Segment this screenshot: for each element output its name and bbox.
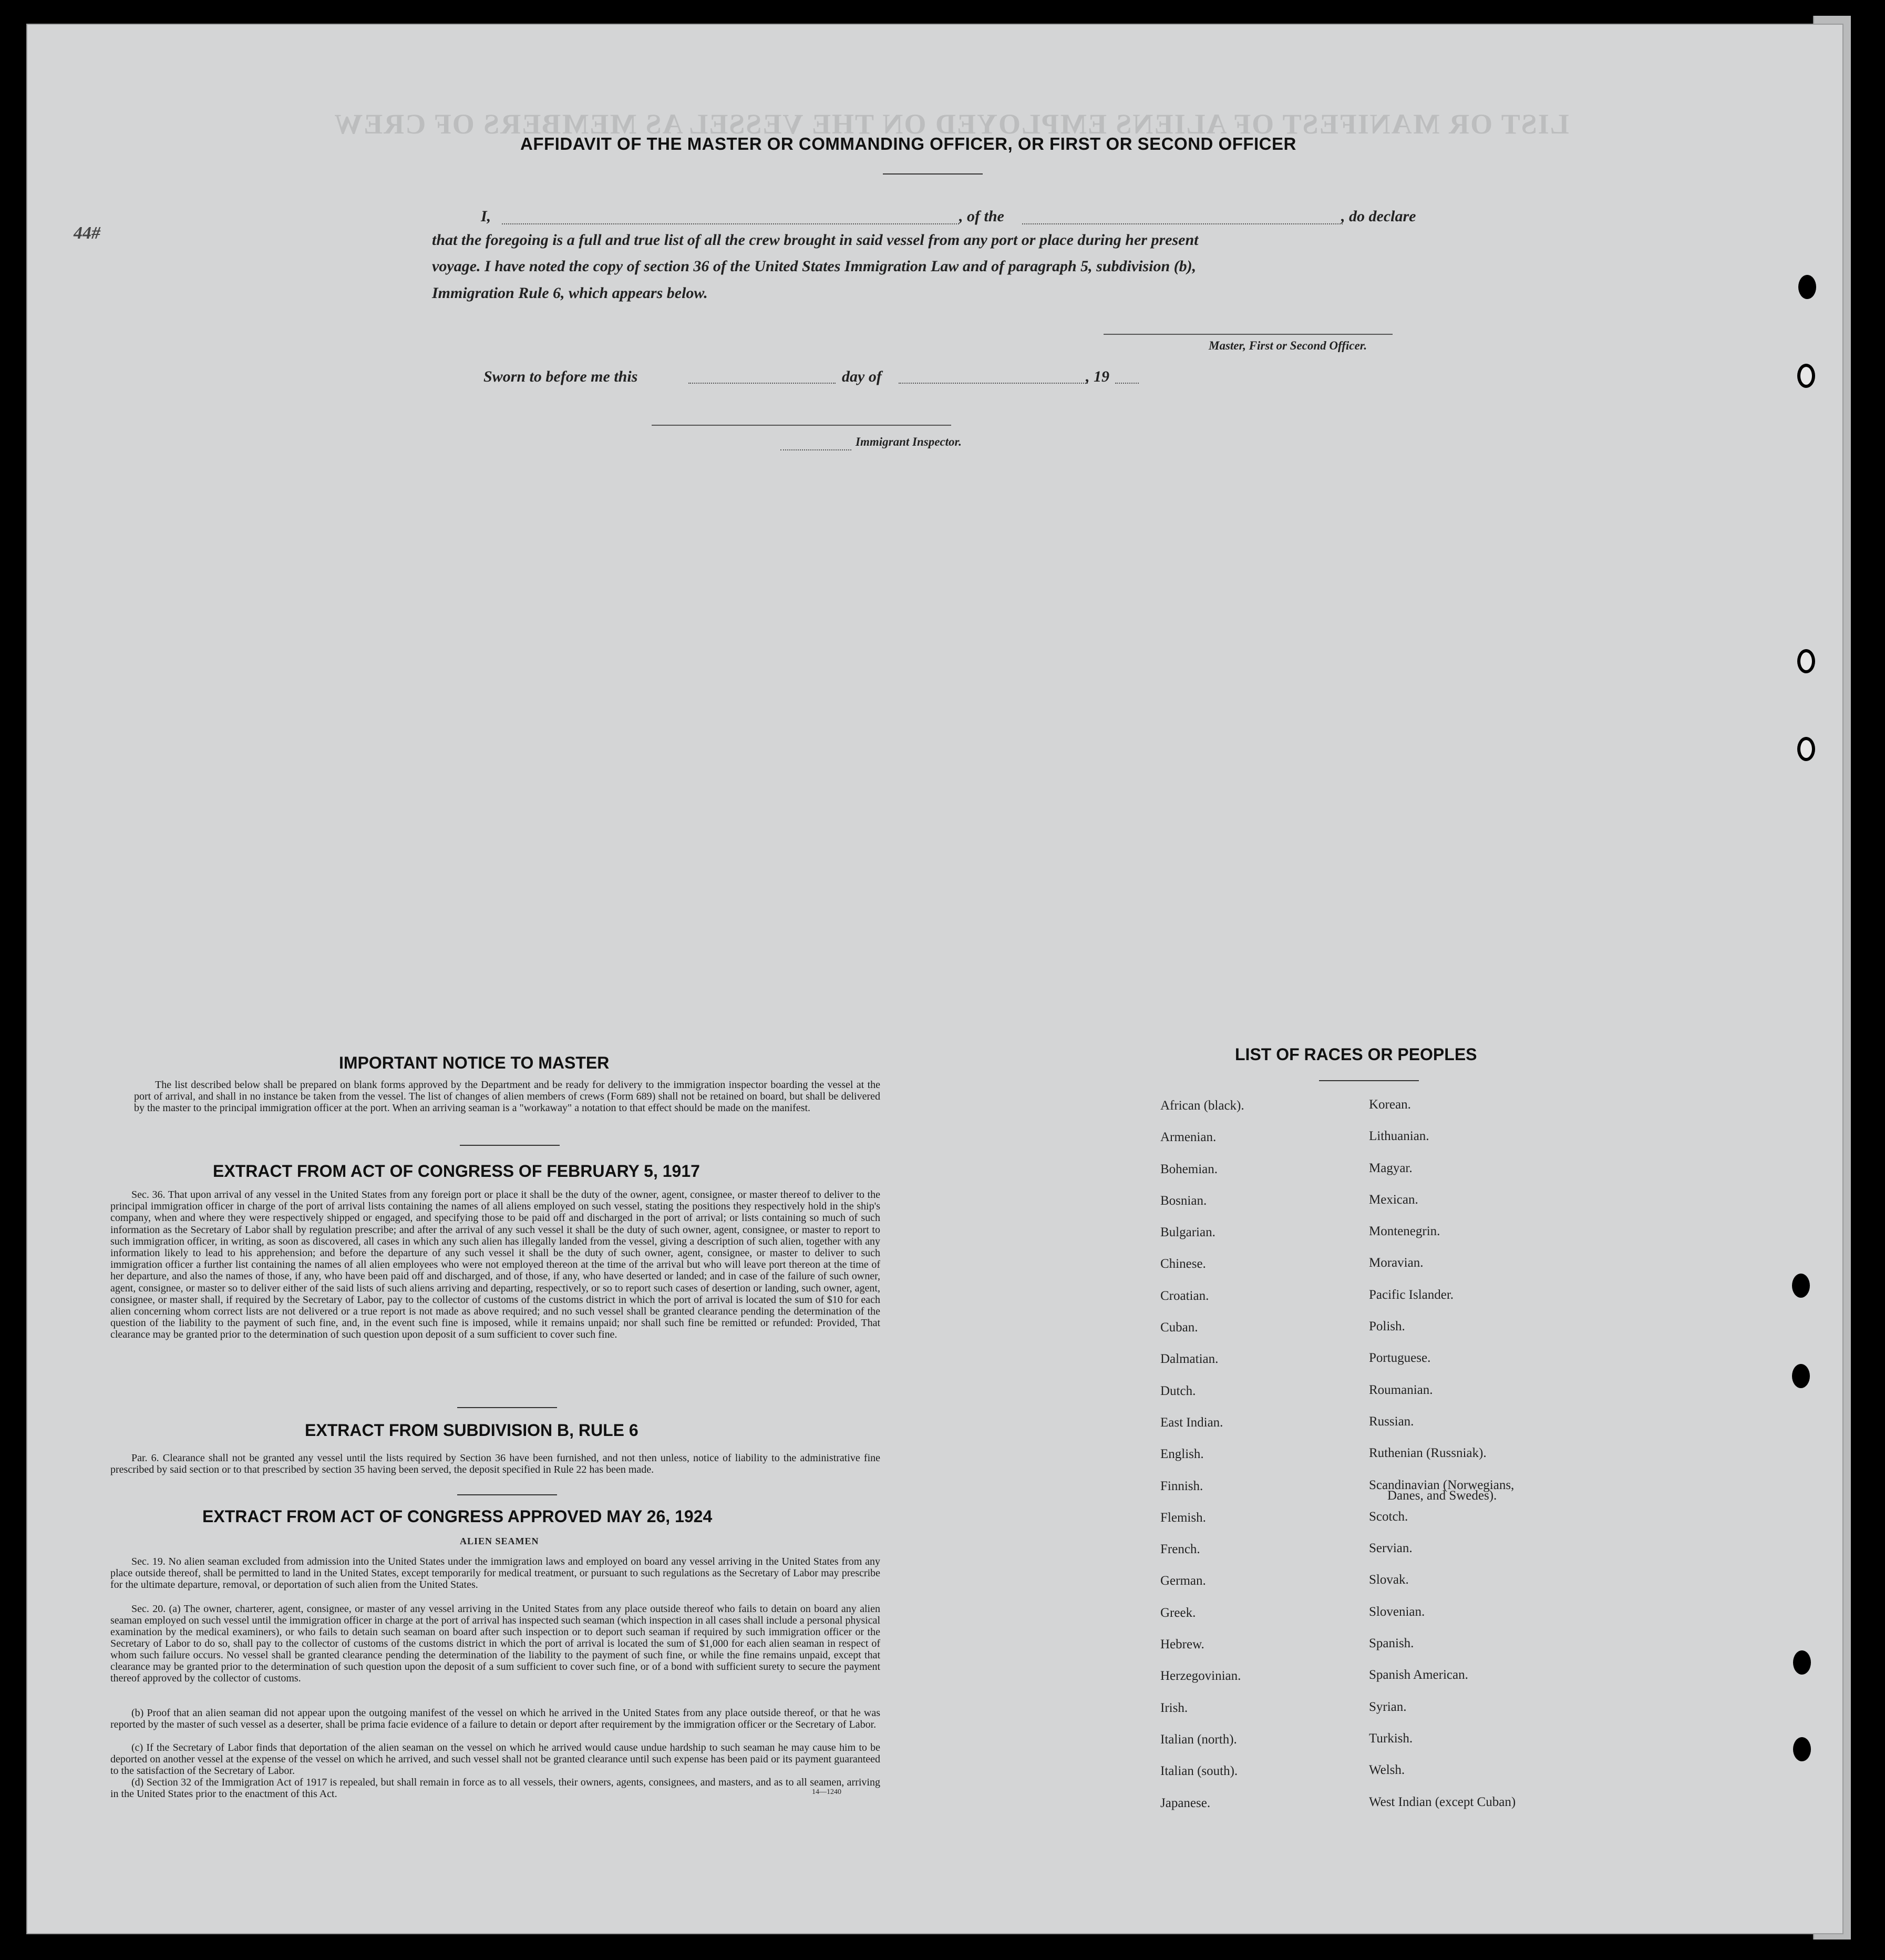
race-item: Bulgarian. <box>1160 1225 1216 1240</box>
sec20d-body: (d) Section 32 of the Immigration Act of 1917 is repealed, but shall remain in force as to all vessels, their owners, agents, consignees, and masters, and as to all seamen, arriving in the United States prior to the enactment of this Act. <box>110 1777 880 1800</box>
race-item: English. <box>1160 1447 1204 1462</box>
affidavit-of-the: , of the <box>959 208 1004 225</box>
affidavit-line-3: voyage. I have noted the copy of section 36 of the United States Immigration Law and of paragraph 5, subdivision (b), <box>432 258 1197 275</box>
race-item: Portuguese. <box>1369 1351 1431 1366</box>
race-item: Korean. <box>1369 1097 1411 1112</box>
scandinavian-continuation: Danes, and Swedes). <box>1387 1489 1497 1503</box>
races-title: LIST OF RACES OR PEOPLES <box>1235 1045 1477 1064</box>
races-column-2 <box>1369 1097 1516 1826</box>
race-item: Chinese. <box>1160 1257 1206 1271</box>
race-item: Japanese. <box>1160 1795 1211 1810</box>
race-item: Spanish American. <box>1369 1668 1468 1682</box>
master-signature-label: Master, First or Second Officer. <box>1209 339 1367 352</box>
year-label: , 19 <box>1086 368 1109 385</box>
race-item: Hebrew. <box>1160 1637 1204 1652</box>
notice-body: The list described below shall be prepared on blank forms approved by the Department and be ready for delivery to the immigration inspector boarding the vessel at the port of arrival, and shall in no instance be taken from the vessel. The list of changes of alien members of crews (Form 689) shall not be retained on board, but shall be delivered by the master to the principal immigration officer at the port. When an arriving seaman is a "workaway" a notation to that effect should be made on the manifest. <box>134 1079 880 1114</box>
race-item: Italian (south). <box>1160 1764 1238 1779</box>
race-item: Mexican. <box>1369 1192 1418 1207</box>
race-item: East Indian. <box>1160 1415 1223 1430</box>
binder-hole-8 <box>1793 1737 1811 1761</box>
affidavit-i-label: I, <box>481 208 491 225</box>
race-item: Spanish. <box>1369 1636 1414 1651</box>
race-item: Russian. <box>1369 1414 1414 1429</box>
race-item: Armenian. <box>1160 1130 1217 1145</box>
race-item: Ruthenian (Russniak). <box>1369 1446 1487 1461</box>
race-item: Croatian. <box>1160 1288 1209 1303</box>
race-item: Servian. <box>1369 1541 1413 1556</box>
affidavit-line-4: Immigration Rule 6, which appears below. <box>432 284 708 302</box>
sec20b-body: (b) Proof that an alien seaman did not appear upon the outgoing manifest of the vessel on which he arrived in the United States from any place outside thereof, or that he was reported by the master of such vessel as a deserter, shall be prima facie evidence of a failure to detain or deport after requirement by the immigration officer or the Secretary of Labor. <box>110 1707 880 1730</box>
affidavit-line-2: that the foregoing is a full and true list of all the crew brought in said vessel from any port or place during her present <box>432 231 1199 249</box>
binder-hole-5 <box>1792 1274 1810 1298</box>
race-item: West Indian (except Cuban) <box>1369 1794 1516 1809</box>
race-item: Slovak. <box>1369 1573 1409 1587</box>
race-item: Dutch. <box>1160 1383 1196 1398</box>
rule6-body: Par. 6. Clearance shall not be granted any vessel until the lists required by Section 36 have been furnished, and not then unless, notice of liability to the administrative fine prescribed by said section or to that prescribed by section 35 having been served, the deposit specified in Rule 22 has been made. <box>110 1452 880 1475</box>
races-column-1 <box>1160 1099 1244 1828</box>
binder-hole-3 <box>1797 649 1815 673</box>
notice-title: IMPORTANT NOTICE TO MASTER <box>339 1053 610 1072</box>
extract-1917-rule <box>457 1407 557 1408</box>
race-item: Bosnian. <box>1160 1193 1207 1208</box>
day-of-label: day of <box>842 368 882 385</box>
inspector-prefix-line <box>780 449 851 450</box>
sworn-month-field[interactable] <box>899 383 1088 384</box>
sec19-body: Sec. 19. No alien seaman excluded from admission into the United States under the immigration laws and employed on board any vessel arriving in the United States from any place outside thereof, shall be permitted to land in the United States, except temporarily for medical treatment, or pursuant to such regulations as the Secretary of Labor may prescribe for the ultimate departure, removal, or deportation of such alien from the United States. <box>110 1556 880 1590</box>
sworn-year-field[interactable] <box>1115 383 1139 384</box>
races-rule <box>1319 1080 1419 1081</box>
affidavit-do-declare: , do declare <box>1341 208 1416 225</box>
race-item: Magyar. <box>1369 1161 1413 1175</box>
declarant-name-field[interactable] <box>502 223 959 224</box>
inspector-label: Immigrant Inspector. <box>856 435 962 448</box>
race-item: Scotch. <box>1369 1509 1408 1524</box>
race-item: French. <box>1160 1542 1200 1557</box>
inspector-signature-line[interactable] <box>652 425 951 426</box>
race-item: Syrian. <box>1369 1699 1407 1714</box>
bleed-through-title: LIST OR MANIFEST OF ALIENS EMPLOYED ON THE VESSEL AS MEMBERS OF CREW <box>333 108 1569 140</box>
binder-hole-1 <box>1798 275 1816 299</box>
race-item: Montenegrin. <box>1369 1224 1440 1239</box>
affidavit-title: AFFIDAVIT OF THE MASTER OR COMMANDING OFFICER, OR FIRST OR SECOND OFFICER <box>520 134 1296 153</box>
form-number: 14—1240 <box>812 1788 841 1796</box>
race-item: Herzegovinian. <box>1160 1669 1241 1684</box>
alien-seamen-subtitle: ALIEN SEAMEN <box>460 1536 539 1546</box>
race-item: Turkish. <box>1369 1731 1413 1746</box>
race-item: Moravian. <box>1369 1256 1424 1270</box>
sec20a-body: Sec. 20. (a) The owner, charterer, agent, consignee, or master of any vessel arriving in the United States from any place outside thereof who fails to detain on board any alien seaman employed on such vessel until the immigration officer in charge at the port of arrival has inspected such seaman (which inspection in all cases shall include a personal physical examination by the medical examiners), or who fails to detain such seaman on board after such inspection or to deport such seaman if required by such immigration officer or the Secretary of Labor to do so, shall pay to the collector of customs of the customs district in which the port of arrival is located the sum of $1,000 for each alien seaman in respect of whom such failure occurs. No vessel shall be granted clearance pending the determination of the liability to the payment of such fine, or while the fine remains unpaid, except that clearance may be granted prior to the determination of such question upon the deposit of a sum sufficient to cover such fine, or of a bond with sufficient surety to secure the payment thereof approved by the collector of customs. <box>110 1603 880 1684</box>
race-item: Scandinavian (Norwegians, <box>1369 1477 1515 1492</box>
extract-1917-title: EXTRACT FROM ACT OF CONGRESS OF FEBRUARY 5, 1917 <box>213 1162 700 1181</box>
binder-hole-6 <box>1792 1364 1810 1388</box>
race-item: German. <box>1160 1574 1206 1588</box>
margin-mark: 44# <box>74 223 100 243</box>
sec20c-body: (c) If the Secretary of Labor finds that deportation of the alien seaman on the vessel on which he arrived would cause undue hardship to such seaman he may cause him to be deported on another vessel at the expense of the vessel on which he arrived, and such vessel shall not be granted clearance until such expense has been paid or its payment guaranteed to the satisfaction of the Secretary of Labor. <box>110 1742 880 1777</box>
binder-hole-2 <box>1797 364 1815 388</box>
race-item: Welsh. <box>1369 1763 1405 1778</box>
vessel-name-field[interactable] <box>1022 223 1343 224</box>
race-item: African (black). <box>1160 1099 1244 1113</box>
race-item: Cuban. <box>1160 1320 1198 1335</box>
extract-1924-title: EXTRACT FROM ACT OF CONGRESS APPROVED MAY 26, 1924 <box>202 1507 713 1526</box>
race-item: Lithuanian. <box>1369 1129 1429 1144</box>
sworn-day-field[interactable] <box>688 383 836 384</box>
sworn-label: Sworn to before me this <box>483 368 638 385</box>
race-item: Slovenian. <box>1369 1604 1425 1619</box>
race-item: Italian (north). <box>1160 1732 1237 1747</box>
race-item: Pacific Islander. <box>1369 1287 1454 1302</box>
affidavit-title-rule <box>883 173 983 175</box>
notice-rule <box>460 1145 560 1146</box>
race-item: Irish. <box>1160 1700 1188 1715</box>
binder-hole-4 <box>1797 737 1815 761</box>
rule6-rule <box>457 1494 557 1495</box>
race-item: Bohemian. <box>1160 1162 1218 1176</box>
rule6-title: EXTRACT FROM SUBDIVISION B, RULE 6 <box>305 1421 638 1440</box>
binder-hole-7 <box>1793 1650 1811 1675</box>
race-item: Polish. <box>1369 1319 1405 1334</box>
race-item: Greek. <box>1160 1605 1196 1620</box>
race-item: Roumanian. <box>1369 1382 1433 1397</box>
race-item: Dalmatian. <box>1160 1352 1219 1367</box>
extract-1917-body: Sec. 36. That upon arrival of any vessel in the United States from any foreign port or place it shall be the duty of the owner, agent, consignee, or master thereof to deliver to the principal immigration officer in charge of the port of arrival lists containing the names of all aliens employed on such vessel, stating the positions they respectively hold in the ship's company, when and where they were respectively shipped or engaged, and specifying those to be paid off and discharged in the port of arrival; or lists containing so much of such information as the Secretary of Labor shall by regulation prescribe; and after the arrival of any such vessel it shall be the duty of such owner, agent, consignee, or master to report to such immigration officer, in writing, as soon as discovered, all cases in which any such alien has illegally landed from the vessel, giving a description of such alien, together with any information likely to lead to his apprehension; and before the departure of any such vessel it shall be the duty of such owner, agent, consignee, or master to deliver to such immigration officer a further list containing the names of all alien employees who were not employed thereon at the time of the arrival but who will leave port thereon at the time of her departure, and also the names of those, if any, who have been paid off and discharged, and of those, if any, who have deserted or landed; and in case of the failure of such owner, agent, consignee, or master so to deliver either of the said lists of such aliens arriving and departing, respectively, or so to report such cases of desertion or landing, such owner, agent, consignee, or master shall, if required by the Secretary of Labor, pay to the collector of customs of the customs district in which the port of arrival is located the sum of $10 for each alien concerning whom correct lists are not delivered or a true report is not made as above required; and no such vessel shall be granted clearance pending the determination of the question of the liability to the payment of such fine, and, in the event such fine is imposed, while it remains unpaid; nor shall such fine be remitted or refunded: Provided, That clearance may be granted prior to the determination of such question upon deposit of a sum sufficient to cover such fine. <box>110 1189 880 1341</box>
race-item: Flemish. <box>1160 1510 1206 1525</box>
master-signature-line[interactable] <box>1104 334 1393 335</box>
race-item: Finnish. <box>1160 1479 1203 1493</box>
